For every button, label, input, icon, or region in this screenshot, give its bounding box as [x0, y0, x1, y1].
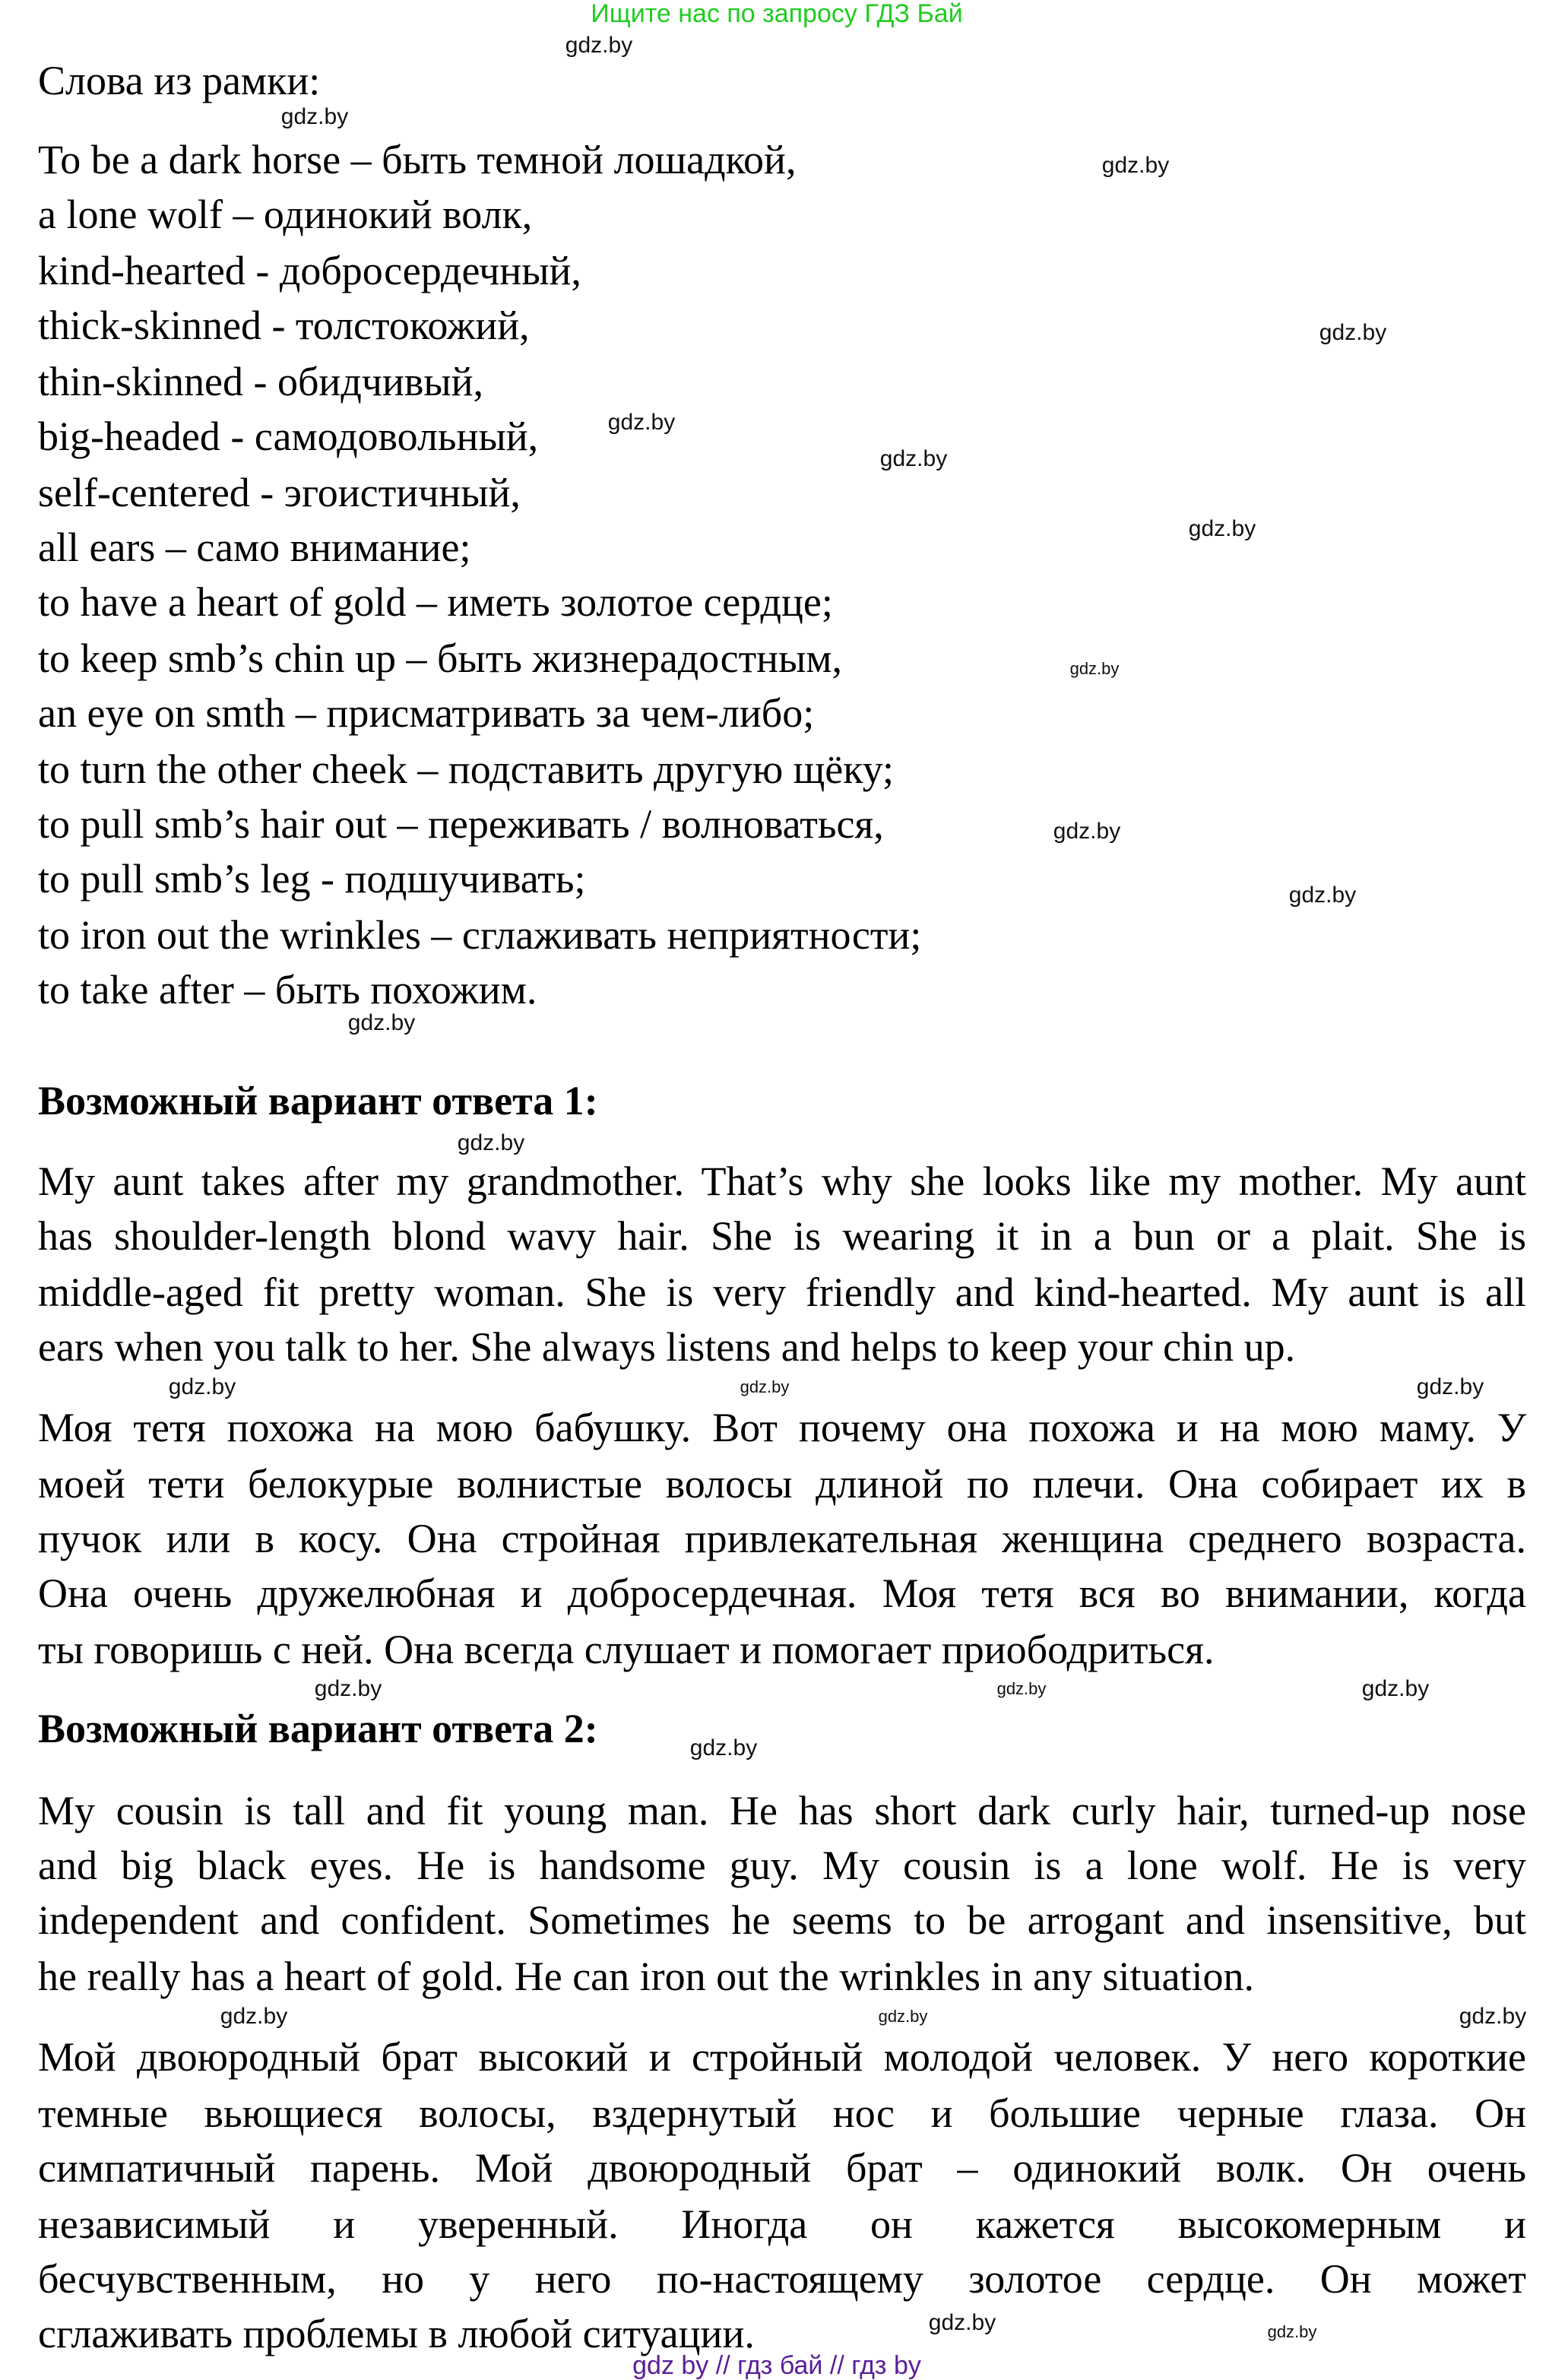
vocabulary-line: a lone wolf – одинокий волк,: [38, 192, 533, 237]
answer-text-line: middle-aged fit pretty woman. She is very friendly and kind-hearted. My aunt is all: [38, 1269, 1526, 1315]
vocabulary-line: to pull smb’s leg - подшучивать;: [38, 856, 586, 902]
answer-text-line: темные вьющиеся волосы, вздернутый нос и большие черные глаза. Он: [38, 2090, 1526, 2136]
search-banner: Ищите нас по запросу ГДЗ Бай: [591, 0, 963, 28]
watermark: gdz.by: [1053, 819, 1121, 844]
answer-text-line: and big black eyes. He is handsome guy. My cousin is a lone wolf. He is very: [38, 1843, 1526, 1888]
vocabulary-line: big-headed - самодовольный,: [38, 414, 539, 459]
section-title: Слова из рамки:: [38, 58, 321, 103]
answer-text-line: сглаживать проблемы в любой ситуации.: [38, 2311, 755, 2356]
vocabulary-line: to turn the other cheek – подставить другую щёку;: [38, 746, 895, 792]
answer-text-line: independent and confident. Sometimes he seems to be arrogant and insensitive, but: [38, 1897, 1526, 1943]
answer-text-line: независимый и уверенный. Иногда он кажется высокомерным и: [38, 2201, 1526, 2247]
watermark: gdz.by: [168, 1374, 236, 1399]
vocabulary-line: all ears – само внимание;: [38, 524, 471, 570]
watermark: gdz.by: [1069, 659, 1120, 678]
watermark: gdz.by: [879, 446, 948, 471]
watermark: gdz.by: [220, 2004, 288, 2029]
answer-text-line: My cousin is tall and fit young man. He has short dark curly hair, turned-up nose: [38, 1788, 1526, 1833]
watermark: gdz.by: [996, 1679, 1047, 1698]
watermark: gdz.by: [457, 1130, 525, 1155]
answer-text-line: has shoulder-length blond wavy hair. She is wearing it in a bun or a plait. She is: [38, 1213, 1526, 1259]
vocabulary-line: self-centered - эгоистичный,: [38, 470, 521, 515]
vocabulary-line: thin-skinned - обидчивый,: [38, 359, 484, 404]
vocabulary-line: to have a heart of gold – иметь золотое сердце;: [38, 579, 833, 625]
answer-text-line: Мой двоюродный брат высокий и стройный молодой человек. У него короткие: [38, 2034, 1526, 2080]
watermark: gdz.by: [607, 410, 676, 435]
vocabulary-line: kind-hearted - добросердечный,: [38, 248, 581, 293]
answer-text-line: ears when you talk to her. She always listens and helps to keep your chin up.: [38, 1324, 1296, 1370]
watermark: gdz.by: [1288, 883, 1357, 908]
answer-text-line: симпатичный парень. Мой двоюродный брат – одинокий волк. Он очень: [38, 2145, 1526, 2191]
answer-text-line: Моя тетя похожа на мою бабушку. Вот почему она похожа и на мою маму. У: [38, 1405, 1526, 1450]
vocabulary-line: thick-skinned - толстокожий,: [38, 303, 530, 348]
watermark: gdz.by: [928, 2310, 996, 2335]
watermark: gdz.by: [1361, 1676, 1430, 1701]
vocabulary-line: to take after – быть похожим.: [38, 967, 537, 1013]
footer-banner: gdz by // гдз бай // гдз by: [632, 2351, 921, 2380]
watermark: gdz.by: [1267, 2322, 1317, 2341]
vocabulary-line: to pull smb’s hair out – переживать / волноваться,: [38, 801, 884, 847]
watermark: gdz.by: [1319, 320, 1387, 345]
answer-heading: Возможный вариант ответа 2:: [38, 1706, 598, 1751]
watermark: gdz.by: [1101, 153, 1170, 178]
answer-text-line: моей тети белокурые волнистые волосы длиной по плечи. Она собирает их в: [38, 1461, 1526, 1507]
watermark: gdz.by: [878, 2007, 928, 2026]
watermark: gdz.by: [740, 1377, 790, 1396]
watermark: gdz.by: [347, 1010, 416, 1035]
watermark: gdz.by: [280, 104, 349, 129]
answer-text-line: Она очень дружелюбная и добросердечная. Моя тетя вся во внимании, когда: [38, 1570, 1526, 1616]
watermark: gdz.by: [1459, 2004, 1527, 2029]
answer-text-line: ты говоришь с ней. Она всегда слушает и помогает приободриться.: [38, 1627, 1215, 1672]
watermark: gdz.by: [1188, 516, 1256, 541]
answer-text-line: бесчувственным, но у него по-настоящему золотое сердце. Он может: [38, 2256, 1526, 2302]
vocabulary-line: to iron out the wrinkles – сглаживать неприятности;: [38, 912, 922, 958]
watermark: gdz.by: [565, 33, 633, 58]
vocabulary-line: to keep smb’s chin up – быть жизнерадостным,: [38, 635, 843, 681]
answer-text-line: he really has a heart of gold. He can iron out the wrinkles in any situation.: [38, 1954, 1255, 1999]
answer-text-line: пучок или в косу. Она стройная привлекательная женщина среднего возраста.: [38, 1516, 1526, 1561]
watermark: gdz.by: [689, 1735, 758, 1760]
vocabulary-line: To be a dark horse – быть темной лошадкой,: [38, 137, 797, 182]
watermark: gdz.by: [314, 1676, 382, 1701]
answer-heading: Возможный вариант ответа 1:: [38, 1078, 598, 1123]
watermark: gdz.by: [1416, 1374, 1484, 1399]
answer-text-line: My aunt takes after my grandmother. That’s why she looks like my mother. My aunt: [38, 1158, 1526, 1204]
vocabulary-line: an eye on smth – присматривать за чем-либо;: [38, 690, 815, 736]
